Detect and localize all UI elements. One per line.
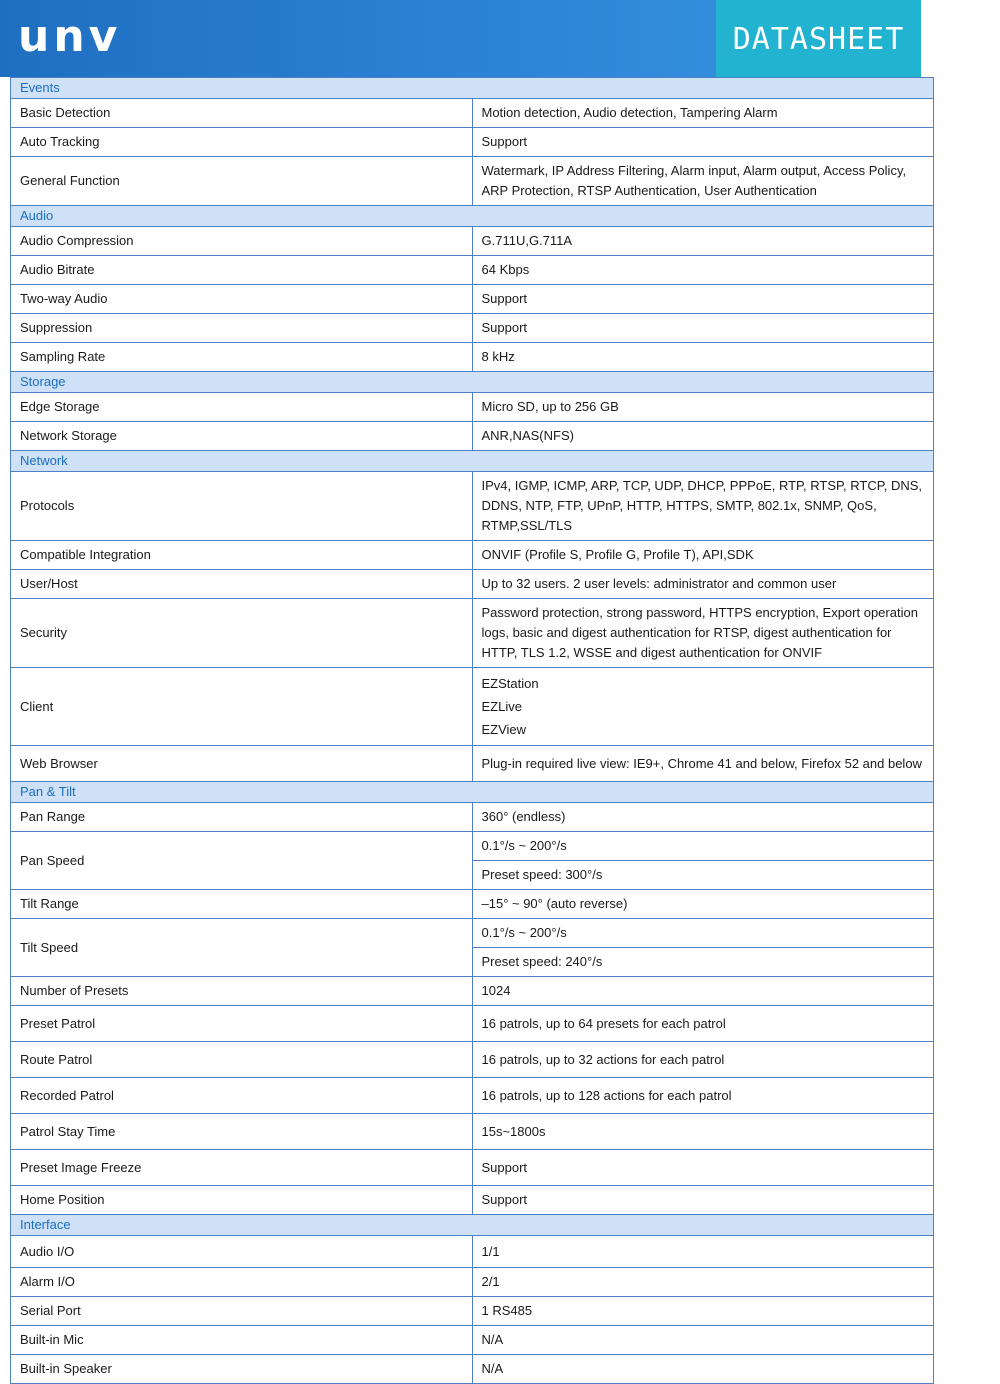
table-row: [11, 919, 934, 948]
row-value: 16 patrols, up to 64 presets for each patrol: [472, 1006, 934, 1042]
row-value: ONVIF (Profile S, Profile G, Profile T), API,SDK: [472, 541, 934, 570]
table-row: [11, 1150, 934, 1186]
spec-table: [10, 77, 934, 1384]
row-value: Password protection, strong password, HTTPS encryption, Export operation logs, basic and digest authentication for RTSP, digest authentication for HTTP, TLS 1.2, WSSE and digest authentication for ONVIF: [472, 599, 934, 668]
row-value: N/A: [472, 1326, 934, 1355]
table-row: [11, 1326, 934, 1355]
table-row: [11, 1268, 934, 1297]
row-label: Preset Patrol: [11, 1006, 473, 1042]
section-title: Events: [11, 78, 934, 99]
row-label: Pan Speed: [11, 832, 473, 890]
row-label: Audio Bitrate: [11, 256, 473, 285]
table-row: [11, 128, 934, 157]
row-label: Preset Image Freeze: [11, 1150, 473, 1186]
row-value: 16 patrols, up to 128 actions for each patrol: [472, 1078, 934, 1114]
table-row: [11, 1042, 934, 1078]
row-value: 0.1°/s ~ 200°/s: [472, 919, 934, 948]
row-value: 0.1°/s ~ 200°/s: [472, 832, 934, 861]
client-app: EZLive: [481, 699, 522, 714]
row-value: Watermark, IP Address Filtering, Alarm input, Alarm output, Access Policy, ARP Protection, RTSP Authentication, User Authentication: [472, 157, 934, 206]
row-value: G.711U,G.711A: [472, 227, 934, 256]
table-row: [11, 99, 934, 128]
table-row: [11, 157, 934, 206]
table-row: [11, 1186, 934, 1215]
header-banner: [0, 0, 921, 77]
row-value: Up to 32 users. 2 user levels: administrator and common user: [472, 570, 934, 599]
table-row: [11, 599, 934, 668]
section-header: [11, 782, 934, 803]
table-row: [11, 256, 934, 285]
section-title: Interface: [11, 1215, 934, 1236]
row-value: 2/1: [472, 1268, 934, 1297]
section-header: [11, 372, 934, 393]
row-label: Security: [11, 599, 473, 668]
row-label: Protocols: [11, 472, 473, 541]
table-row: [11, 227, 934, 256]
row-value: 1 RS485: [472, 1297, 934, 1326]
table-row: [11, 1355, 934, 1384]
section-header: [11, 451, 934, 472]
table-row: [11, 285, 934, 314]
section-header: [11, 206, 934, 227]
row-value: Support: [472, 128, 934, 157]
row-value: 8 kHz: [472, 343, 934, 372]
row-label: Client: [11, 668, 473, 746]
row-value: N/A: [472, 1355, 934, 1384]
table-row: [11, 314, 934, 343]
row-value: 15s~1800s: [472, 1114, 934, 1150]
row-label: Web Browser: [11, 746, 473, 782]
table-row: [11, 746, 934, 782]
row-label: Edge Storage: [11, 393, 473, 422]
table-row: [11, 393, 934, 422]
row-label: Patrol Stay Time: [11, 1114, 473, 1150]
row-value: ANR,NAS(NFS): [472, 422, 934, 451]
row-value: Support: [472, 1150, 934, 1186]
row-label: Audio Compression: [11, 227, 473, 256]
table-row: [11, 570, 934, 599]
row-label: Serial Port: [11, 1297, 473, 1326]
row-label: Tilt Speed: [11, 919, 473, 977]
client-app: EZStation: [481, 676, 539, 691]
row-value: Support: [472, 314, 934, 343]
table-row: [11, 541, 934, 570]
row-value: –15° ~ 90° (auto reverse): [472, 890, 934, 919]
row-label: Recorded Patrol: [11, 1078, 473, 1114]
table-row: [11, 1297, 934, 1326]
table-row: [11, 668, 934, 746]
row-value: Preset speed: 240°/s: [472, 948, 934, 977]
table-row: [11, 422, 934, 451]
row-value: 1/1: [472, 1236, 934, 1268]
table-row: [11, 1114, 934, 1150]
section-title: Audio: [11, 206, 934, 227]
client-app: EZView: [481, 722, 527, 737]
datasheet-label: DATASHEET: [732, 22, 905, 57]
row-label: General Function: [11, 157, 473, 206]
row-value: IPv4, IGMP, ICMP, ARP, TCP, UDP, DHCP, PPPoE, RTP, RTSP, RTCP, DNS, DDNS, NTP, FTP, UPnP, HTTP, HTTPS, SMTP, 802.1x, SNMP, QoS, RTMP,SSL/TLS: [472, 472, 934, 541]
datasheet-badge: [716, 0, 921, 77]
row-value: Motion detection, Audio detection, Tampering Alarm: [472, 99, 934, 128]
section-header: [11, 78, 934, 99]
section-title: Pan & Tilt: [11, 782, 934, 803]
row-value: Preset speed: 300°/s: [472, 861, 934, 890]
row-label: Route Patrol: [11, 1042, 473, 1078]
row-label: Auto Tracking: [11, 128, 473, 157]
row-label: Network Storage: [11, 422, 473, 451]
table-row: [11, 1236, 934, 1268]
section-header: [11, 1215, 934, 1236]
row-label: User/Host: [11, 570, 473, 599]
table-row: [11, 472, 934, 541]
row-value: Plug-in required live view: IE9+, Chrome 41 and below, Firefox 52 and below: [472, 746, 934, 782]
row-label: Sampling Rate: [11, 343, 473, 372]
row-label: Compatible Integration: [11, 541, 473, 570]
section-title: Network: [11, 451, 934, 472]
row-value: 360° (endless): [472, 803, 934, 832]
row-value: 64 Kbps: [472, 256, 934, 285]
brand-logo: unv: [18, 11, 122, 62]
row-value: Support: [472, 1186, 934, 1215]
table-row: [11, 890, 934, 919]
row-value: Support: [472, 285, 934, 314]
table-row: [11, 1078, 934, 1114]
row-value: 1024: [472, 977, 934, 1006]
row-label: Suppression: [11, 314, 473, 343]
row-label: Tilt Range: [11, 890, 473, 919]
row-label: Built-in Speaker: [11, 1355, 473, 1384]
row-value: 16 patrols, up to 32 actions for each patrol: [472, 1042, 934, 1078]
table-row: [11, 1006, 934, 1042]
row-value: [472, 668, 934, 746]
table-row: [11, 832, 934, 861]
row-label: Pan Range: [11, 803, 473, 832]
table-row: [11, 977, 934, 1006]
row-label: Number of Presets: [11, 977, 473, 1006]
section-title: Storage: [11, 372, 934, 393]
row-label: Basic Detection: [11, 99, 473, 128]
row-label: Built-in Mic: [11, 1326, 473, 1355]
table-row: [11, 343, 934, 372]
row-value: Micro SD, up to 256 GB: [472, 393, 934, 422]
row-label: Audio I/O: [11, 1236, 473, 1268]
row-label: Home Position: [11, 1186, 473, 1215]
row-label: Two-way Audio: [11, 285, 473, 314]
table-row: [11, 803, 934, 832]
row-label: Alarm I/O: [11, 1268, 473, 1297]
